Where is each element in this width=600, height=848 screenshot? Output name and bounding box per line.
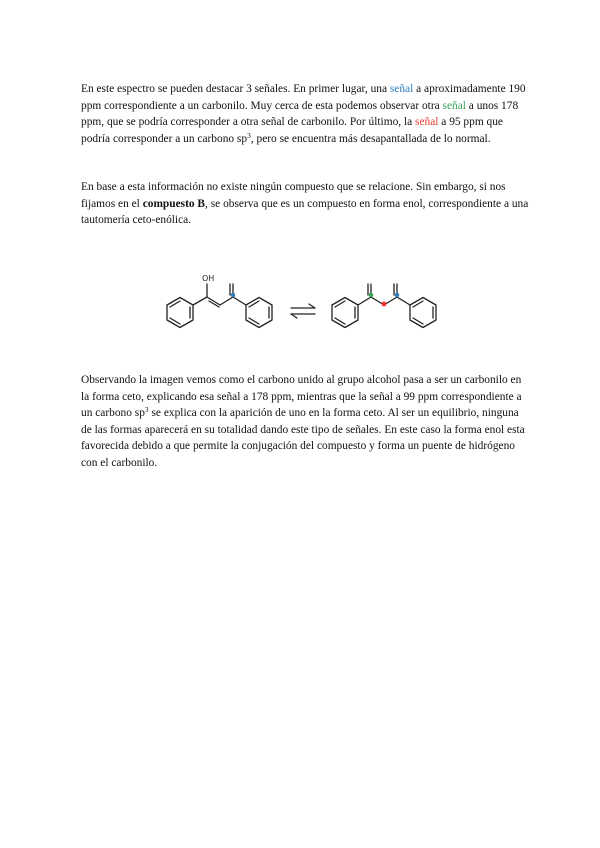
signal-1-link: señal [389,83,414,95]
paragraph-explanation [81,372,531,472]
keto-carbonyl-blue-marker [395,293,400,298]
phenyl-ring-right [246,298,272,328]
signal-3-link: señal [415,116,439,129]
keto-carbonyl-green-marker [369,293,374,298]
p1-text-1: En este espectro se pueden destacar 3 señales. En primer lugar, una [81,83,390,95]
enol-carbonyl-marker [231,293,236,298]
p1-text-5: , pero se encuentra más desapantallada de lo normal. [250,132,491,145]
p3-superscript: 3 [144,405,149,415]
p1-text-4: a 95 ppm que podría corresponder a un carbono sp [81,116,503,145]
p2-text-1: En base a esta información no existe ningún compuesto que se relacione. Sin embargo, si nos fijamos en el [81,181,506,210]
enol-structure [167,274,272,328]
paragraph-compound [81,179,531,229]
compound-b-label: compuesto B [142,197,206,210]
p3-text-2: se explica con la aparición de uno en la forma ceto. Al ser un equilibrio, ninguna de las formas aparecerá en su totalidad dando este tipo de señales. En este caso la forma enol esta favorecida debido a que permite la conjugación del compuesto y forma un puente de hidrógeno con el carbonilo. [81,407,525,469]
p1-text-3: a unos 178 ppm, que se podría corresponder a otra señal de carbonilo. Por último, la [81,99,519,129]
p2-text-2: , se observa que es un compuesto en forma enol, correspondiente a una tautomería ceto-enólica. [81,197,529,227]
p1-superscript: 3 [247,130,251,140]
phenyl-ring-left [167,298,193,328]
equilibrium-arrows-icon [291,304,315,318]
paragraph-signals [81,81,531,147]
phenyl-ring-keto-right [410,298,436,328]
oh-label: OH [202,274,215,283]
keto-enol-tautomer-figure [155,262,445,332]
p1-text-2: a aproximadamente 190 ppm correspondiente a un carbonilo. Muy cerca de esta podemos observar otra [81,83,526,112]
keto-structure [332,284,436,328]
p3-text-1: Observando la imagen vemos como el carbono unido al grupo alcohol pasa a ser un carbonilo en la forma ceto, explicando esa señal a 178 ppm, mientras que la señal a 99 ppm correspondiente a un carbono sp [81,374,522,420]
phenyl-ring-keto-left [332,298,358,328]
signal-2-link: señal [442,99,466,112]
keto-sp3-red-marker [382,302,387,307]
